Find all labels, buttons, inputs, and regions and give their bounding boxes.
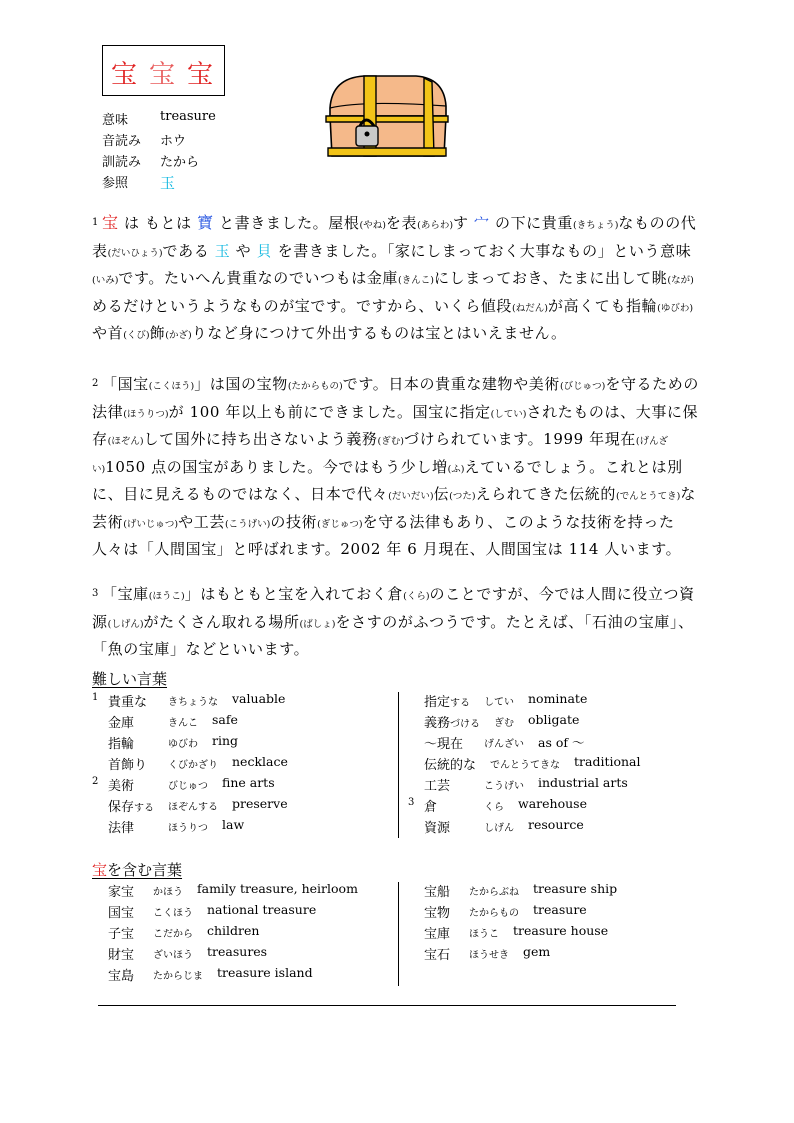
vocab-english: nominate — [528, 691, 588, 706]
vocab-reading: こだから — [153, 929, 193, 940]
vocab-word: 貴重な — [108, 695, 148, 710]
kunyomi-value: たから — [160, 155, 200, 170]
vocab-word: 家宝 — [108, 885, 135, 900]
vocab-word: 法律 — [108, 821, 135, 836]
vocab-english: industrial arts — [538, 775, 628, 790]
vocab-word: 宝庫 — [424, 927, 451, 942]
vocab-reading: ほうせき — [469, 950, 509, 961]
vocab-english: warehouse — [518, 796, 587, 811]
vocab-word: ～現在 — [424, 737, 464, 752]
vocab-reading: くら — [484, 802, 504, 813]
related-words-divider — [398, 882, 399, 986]
vocab-reading: たからぶね — [469, 887, 519, 898]
vocab-english: safe — [212, 712, 238, 727]
vocab-word: 指定する — [424, 695, 471, 710]
paragraph-1: $^1$ 宝 は もとは 寶 と書きました。屋根(やね)を表(あらわ)す 宀 の下に貴重(きちょう)なものの代表(だいひょう)である 玉 や 貝 を書きました。「家にしまっておく大事なもの」という意味(いみ)です。たいへん貴重なのでいつもは金庫(きんこ)にしまっておき、たまに出して眺(なが)めるだけというようなものが宝です。ですから、いくら値段(ねだん)が高くても指輪(ゆびわ)や首(くび)飾(かざ)りなど身につけて外出するものは宝とはいえません。 — [92, 213, 697, 342]
vocab-reading: ほうこ — [469, 929, 499, 940]
vocab-english: as of ～ — [538, 735, 585, 750]
kunyomi-label: 訓読み — [102, 155, 142, 170]
vocab-reading: きんこ — [168, 718, 198, 729]
vocab-reading: してい — [484, 697, 514, 708]
vocab-english: valuable — [232, 691, 286, 706]
treasure-chest-icon — [324, 70, 450, 162]
vocab-reading: ゆびわ — [168, 739, 198, 750]
vocab-english: children — [207, 923, 260, 938]
paragraph-number: 1 — [92, 217, 99, 228]
vocab-reading: ざいほう — [153, 950, 193, 961]
paragraph-number: 2 — [92, 378, 99, 389]
vocab-word: 工芸 — [424, 779, 451, 794]
vocab-reading: かほう — [153, 887, 183, 898]
vocab-reading: こくほう — [153, 908, 193, 919]
vocab-paragraph-number: 3 — [408, 797, 415, 808]
vocab-word: 義務づける — [424, 716, 481, 731]
vocab-reading: ほうりつ — [168, 823, 208, 834]
vocab-english: national treasure — [207, 902, 317, 917]
vocab-english: family treasure, heirloom — [197, 881, 358, 896]
vocab-word: 子宝 — [108, 927, 135, 942]
vocab-reading: くびかざり — [168, 760, 218, 771]
vocab-paragraph-number: 2 — [92, 776, 99, 787]
kanji-brush: 宝 — [187, 60, 214, 90]
meaning-label: 意味 — [102, 113, 129, 128]
vocab-reading: しげん — [484, 823, 514, 834]
vocab-reading: げんざい — [484, 739, 524, 750]
vocab-divider — [398, 692, 399, 838]
vocab-word: 財宝 — [108, 948, 135, 963]
vocab-reading: きちょうな — [168, 697, 218, 708]
vocab-word: 宝船 — [424, 885, 451, 900]
vocab-word: 首飾り — [108, 758, 148, 773]
vocab-reading: ほぞんする — [168, 802, 218, 813]
vocab-word: 宝島 — [108, 969, 135, 984]
vocab-english: obligate — [528, 712, 580, 727]
vocab-english: gem — [523, 944, 551, 959]
vocab-reading: たからじま — [153, 971, 203, 982]
vocab-word: 金庫 — [108, 716, 135, 731]
vocab-english: treasure island — [217, 965, 313, 980]
related-words-heading: 宝を含む言葉 — [92, 861, 183, 879]
bottom-rule — [98, 1005, 676, 1006]
vocab-word: 美術 — [108, 779, 135, 794]
vocab-word: 国宝 — [108, 906, 135, 921]
vocab-english: traditional — [574, 754, 641, 769]
vocab-english: necklace — [232, 754, 288, 769]
vocab-word: 指輪 — [108, 737, 135, 752]
vocab-reading: こうげい — [484, 781, 524, 792]
vocab-reading: ぎむ — [494, 718, 514, 729]
meaning-value: treasure — [160, 109, 216, 124]
kanji-mincho: 宝 — [111, 60, 138, 90]
vocab-paragraph-number: 1 — [92, 692, 99, 703]
vocab-english: treasure — [533, 902, 587, 917]
difficult-words-heading: 難しい言葉 — [92, 670, 168, 688]
vocab-reading: でんとうてきな — [490, 760, 560, 771]
vocab-word: 倉 — [424, 800, 438, 815]
vocab-english: preserve — [232, 796, 288, 811]
vocab-english: treasure ship — [533, 881, 618, 896]
vocab-word: 宝石 — [424, 948, 451, 963]
vocab-word: 伝統的な — [424, 758, 477, 773]
vocab-word: 宝物 — [424, 906, 451, 921]
paragraph-2: $^2$ 「国宝(こくほう)」は国の宝物(たからもの)です。日本の貴重な建物や美術(びじゅつ)を守るための法律(ほうりつ)が 100 年以上も前にできました。国宝に指定(してい)されたものは、大事に保存(ほぞん)して国外に持ち出さないよう義務(ぎむ)づけられています。1999 年現在(げんざい)1050 点の国宝がありました。今ではもう少し増(ふ)えているでしょう。これとは別に、目に見えるものではなく、日本で代々(だいだい)伝(つた)えられてきた伝統的(でんとうてき)な芸術(げいじゅつ)や工芸(こうげい)の技術(ぎじゅつ)を守る法律もあり、このような技術を持った人々は「人間国宝」と呼ばれます。2002 年 6 月現在、人間国宝は 114 人います。 — [92, 375, 699, 558]
vocab-english: law — [222, 817, 245, 832]
onyomi-value: ホウ — [160, 134, 187, 149]
vocab-word: 保存する — [108, 800, 155, 815]
reference-label: 参照 — [102, 176, 129, 191]
paragraph-number: 3 — [92, 588, 99, 599]
paragraph-3: $^3$ 「宝庫(ほうこ)」はもともと宝を入れておく倉(くら)のことですが、今では人間に役立つ資源(しげん)がたくさん取れる場所(ばしょ)をさすのがふつうです。たとえば、「石油の宝庫」、「魚の宝庫」などといいます。 — [92, 585, 695, 658]
kanji-gothic: 宝 — [149, 60, 176, 90]
vocab-english: fine arts — [222, 775, 275, 790]
vocab-english: treasure house — [513, 923, 609, 938]
vocab-english: ring — [212, 733, 239, 748]
vocab-english: treasures — [207, 944, 268, 959]
vocab-reading: たからもの — [469, 908, 519, 919]
vocab-word: 資源 — [424, 821, 451, 836]
vocab-reading: びじゅつ — [168, 781, 208, 792]
vocab-english: resource — [528, 817, 584, 832]
kanji-display-box — [102, 45, 225, 96]
onyomi-label: 音読み — [102, 134, 142, 149]
reference-value: 玉 — [160, 174, 176, 192]
